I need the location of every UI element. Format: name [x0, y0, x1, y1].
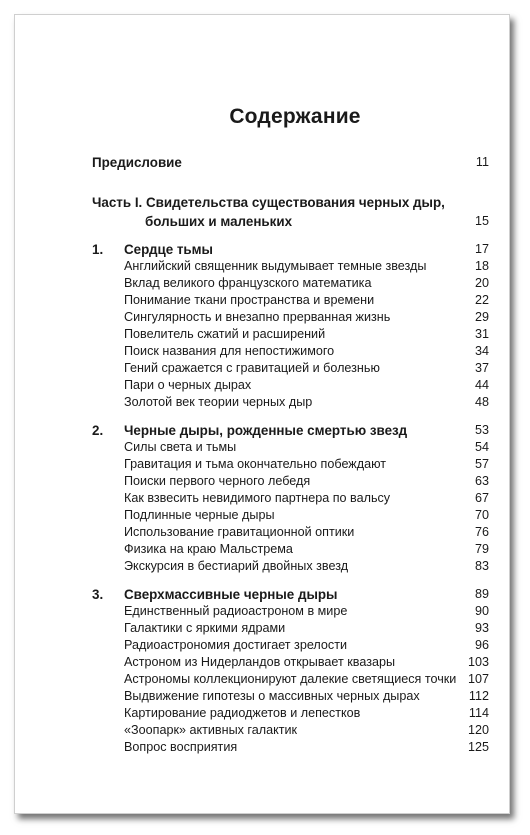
section-title: Как взвесить невидимого партнера по вальсу	[124, 491, 391, 505]
section-title: Галактики с яркими ядрами	[124, 621, 286, 635]
chapter-number: 3.	[92, 587, 104, 602]
section-title: Выдвижение гипотезы о массивных черных дырах	[124, 689, 420, 703]
section-title: Картирование радиоджетов и лепестков	[124, 706, 361, 720]
chapter-title: Сердце тьмы	[124, 242, 213, 257]
section-page: 63	[474, 474, 489, 488]
section-title: Гравитация и тьма окончательно побеждают	[124, 457, 387, 471]
table-of-contents	[15, 15, 509, 813]
book-page	[14, 14, 510, 814]
section-page: 114	[468, 706, 489, 720]
section-page: 76	[474, 525, 489, 539]
page-title: Содержание	[229, 105, 361, 128]
section-title: Поиск названия для непостижимого	[124, 344, 335, 358]
section-page: 93	[474, 621, 489, 635]
chapter-title: Черные дыры, рожденные смертью звезд	[124, 423, 408, 438]
section-title: Вопрос восприятия	[124, 740, 238, 754]
toc-entry-page: 15	[474, 214, 489, 228]
toc-entry-label: Часть I. Свидетельства существования черных дыр,	[92, 195, 445, 210]
section-title: Вклад великого французского математика	[124, 276, 372, 290]
section-page: 83	[474, 559, 489, 573]
section-page: 54	[474, 440, 489, 454]
section-page: 31	[474, 327, 489, 341]
section-page: 18	[474, 259, 489, 273]
section-page: 90	[474, 604, 489, 618]
section-title: Радиоастрономия достигает зрелости	[124, 638, 348, 652]
section-page: 107	[467, 672, 489, 686]
section-page: 67	[474, 491, 489, 505]
section-title: Использование гравитационной оптики	[124, 525, 355, 539]
section-title: Английский священник выдумывает темные звезды	[124, 259, 427, 273]
section-page: 48	[474, 395, 489, 409]
section-page: 96	[474, 638, 489, 652]
section-title: Понимание ткани пространства и времени	[124, 293, 375, 307]
chapter-page: 89	[474, 587, 489, 601]
section-page: 22	[474, 293, 489, 307]
chapter-number: 2.	[92, 423, 104, 438]
section-title: «Зоопарк» активных галактик	[124, 723, 298, 737]
section-title: Пари о черных дырах	[124, 378, 252, 392]
section-page: 103	[467, 655, 489, 669]
chapter-number: 1.	[92, 242, 104, 257]
chapter-page: 17	[474, 242, 489, 256]
chapter-page: 53	[474, 423, 489, 437]
section-page: 37	[474, 361, 489, 375]
section-title: Физика на краю Мальстрема	[124, 542, 293, 556]
section-page: 112	[468, 689, 489, 703]
section-title: Поиски первого черного лебедя	[124, 474, 311, 488]
chapter-title: Сверхмассивные черные дыры	[124, 587, 338, 602]
section-page: 44	[474, 378, 489, 392]
section-title: Астрономы коллекционируют далекие светящиеся точки	[124, 672, 457, 686]
section-title: Золотой век теории черных дыр	[124, 395, 313, 409]
section-page: 70	[474, 508, 489, 522]
section-title: Астроном из Нидерландов открывает квазары	[124, 655, 396, 669]
section-title: Повелитель сжатий и расширений	[124, 327, 326, 341]
section-page: 29	[474, 310, 489, 324]
section-page: 120	[467, 723, 489, 737]
section-title: Сингулярность и внезапно прерванная жизнь	[124, 310, 391, 324]
section-title: Силы света и тьмы	[124, 440, 237, 454]
section-page: 125	[467, 740, 489, 754]
section-page: 57	[474, 457, 489, 471]
section-page: 20	[474, 276, 489, 290]
section-page: 79	[474, 542, 489, 556]
toc-entry-page: 11	[475, 155, 489, 169]
toc-entry-label: Предисловие	[92, 155, 182, 170]
section-title: Подлинные черные дыры	[124, 508, 275, 522]
section-page: 34	[474, 344, 489, 358]
section-title: Гений сражается с гравитацией и болезнью	[124, 361, 380, 375]
section-title: Экскурсия в бестиарий двойных звезд	[124, 559, 349, 573]
section-title: Единственный радиоастроном в мире	[124, 604, 348, 618]
toc-entry-label: больших и маленьких	[145, 214, 293, 229]
